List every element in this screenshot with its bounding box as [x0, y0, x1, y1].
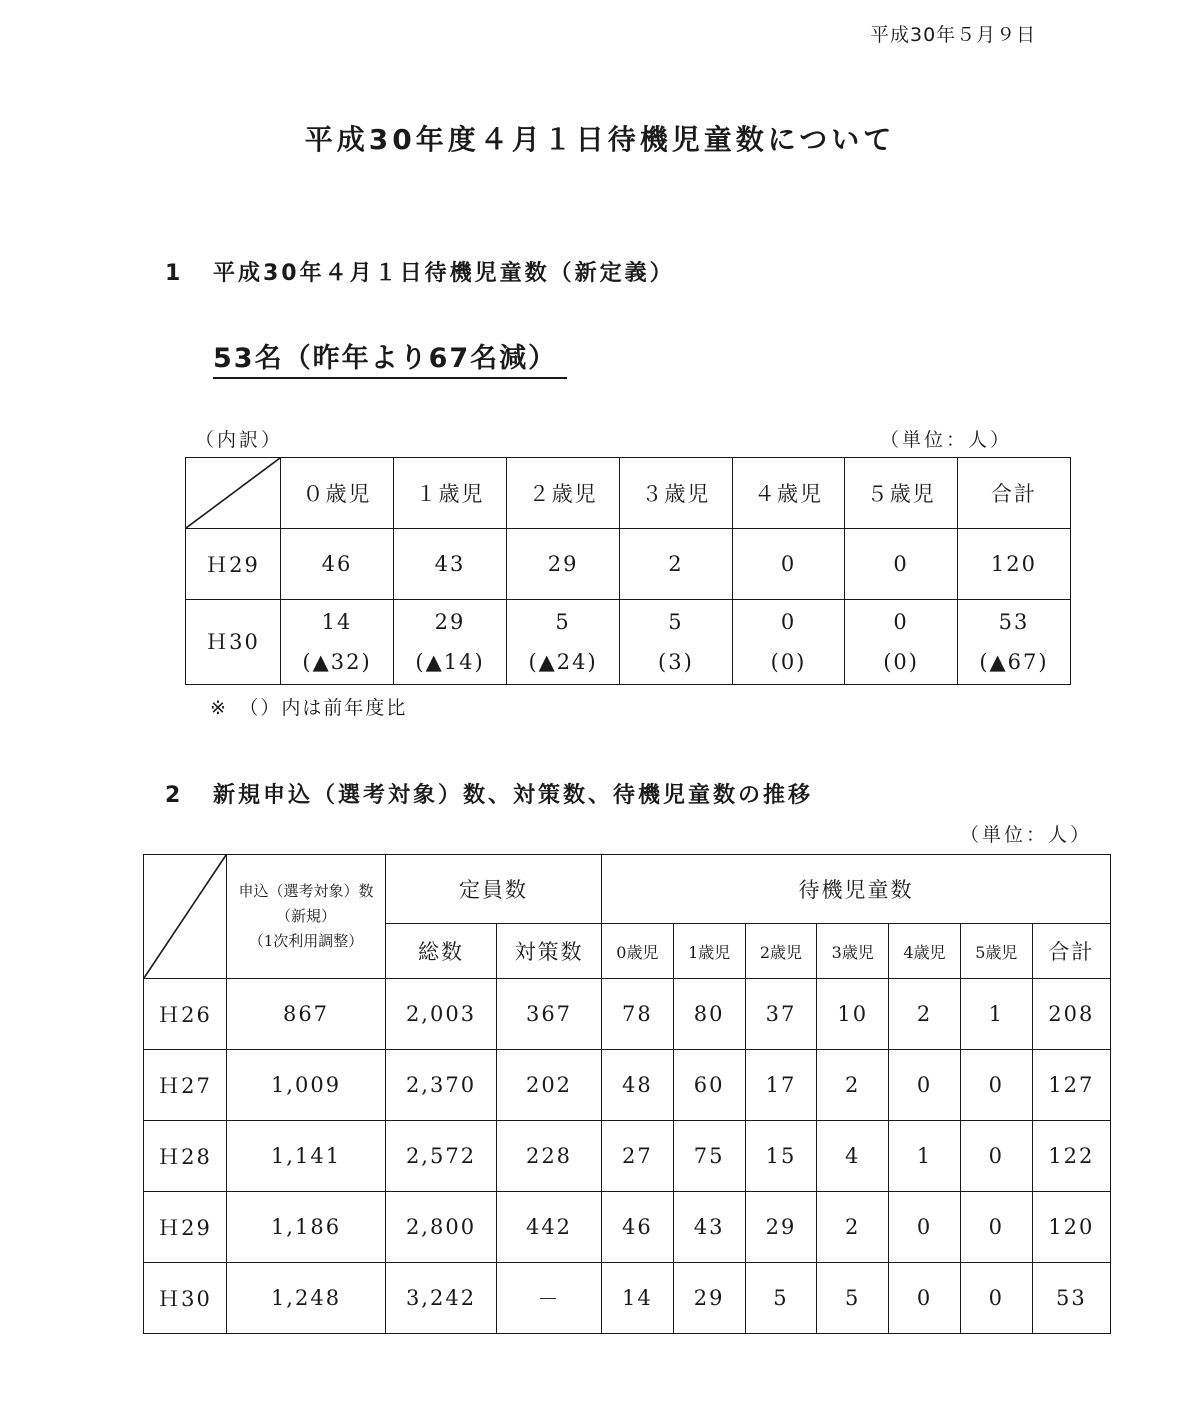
cell-value: 5: [817, 1263, 889, 1334]
comparison-note: ※ （）内は前年度比: [210, 697, 408, 719]
table-row: [144, 1263, 1111, 1334]
cell-value: 2: [817, 1192, 889, 1263]
cell-value: 14: [321, 610, 353, 634]
header-applications-line3: （1次利用調整）: [248, 932, 364, 950]
header-age3: 3歳児: [817, 924, 889, 979]
cell-value: 120: [957, 529, 1070, 600]
cell-capacity-total: 2,003: [386, 979, 497, 1050]
table-row: [144, 1121, 1111, 1192]
applications-trend-table: [143, 854, 1111, 1334]
table-row: [144, 1050, 1111, 1121]
breakdown-label: （内訳）: [195, 429, 284, 451]
header-age2: ２歳児: [507, 458, 620, 529]
cell-value: 17: [745, 1050, 817, 1121]
cell-total: 208: [1032, 979, 1110, 1050]
row-label: Ｈ28: [144, 1121, 227, 1192]
cell-value: 2: [817, 1050, 889, 1121]
cell-diff: (▲67): [979, 650, 1049, 674]
header-total: 合計: [1032, 924, 1110, 979]
cell-applications: 1,009: [227, 1050, 386, 1121]
header-total: 合計: [957, 458, 1070, 529]
cell-value: 80: [673, 979, 745, 1050]
cell-total: 127: [1032, 1050, 1110, 1121]
cell-value: 78: [602, 979, 674, 1050]
cell-diff: (3): [658, 650, 694, 674]
cell-value-with-diff: [394, 600, 507, 685]
header-waiting-children: 待機児童数: [602, 855, 1111, 924]
header-age0: ０歳児: [281, 458, 394, 529]
row-label: Ｈ26: [144, 979, 227, 1050]
cell-diff: (▲14): [415, 650, 485, 674]
cell-value: 43: [394, 529, 507, 600]
cell-value: 48: [602, 1050, 674, 1121]
row-label: Ｈ29: [186, 529, 281, 600]
cell-value: 0: [960, 1050, 1032, 1121]
cell-capacity-measures: 367: [497, 979, 602, 1050]
header-applications-line1: 申込（選考対象）数: [238, 882, 374, 900]
cell-applications: 1,248: [227, 1263, 386, 1334]
cell-value: 0: [889, 1050, 961, 1121]
cell-capacity-measures: －: [497, 1263, 602, 1334]
cell-value: 0: [780, 610, 797, 634]
cell-value: 53: [998, 610, 1030, 634]
header-applications: [227, 855, 386, 979]
section1-unit-label: （単位：人）: [880, 429, 1013, 451]
section1-heading-text: 平成30年４月１日待機児童数（新定義）: [213, 261, 675, 286]
cell-capacity-measures: 228: [497, 1121, 602, 1192]
cell-value: 0: [893, 610, 909, 634]
cell-value: 29: [745, 1192, 817, 1263]
header-capacity-measures: 対策数: [497, 924, 602, 979]
cell-value: 1: [960, 979, 1032, 1050]
cell-capacity-measures: 202: [497, 1050, 602, 1121]
header-age4: 4歳児: [889, 924, 961, 979]
row-label: Ｈ30: [186, 600, 281, 685]
cell-value: 27: [602, 1121, 674, 1192]
header-capacity: 定員数: [386, 855, 602, 924]
cell-capacity-measures: 442: [497, 1192, 602, 1263]
cell-value: 15: [745, 1121, 817, 1192]
cell-value: 60: [673, 1050, 745, 1121]
cell-value-with-diff: [281, 600, 394, 685]
row-label: Ｈ29: [144, 1192, 227, 1263]
row-label: Ｈ30: [144, 1263, 227, 1334]
cell-applications: 867: [227, 979, 386, 1050]
header-age5: ５歳児: [845, 458, 958, 529]
cell-capacity-total: 2,800: [386, 1192, 497, 1263]
header-applications-line2: （新規）: [275, 907, 336, 925]
section1-heading: [165, 256, 675, 287]
table-row: [186, 529, 1071, 600]
table-row: [144, 1192, 1111, 1263]
cell-diff: (▲32): [302, 650, 372, 674]
cell-value: 5: [745, 1263, 817, 1334]
cell-value-with-diff: [507, 600, 620, 685]
cell-value: 0: [960, 1121, 1032, 1192]
cell-value-with-diff: [732, 600, 845, 685]
header-age4: ４歳児: [732, 458, 845, 529]
header-age2: 2歳児: [745, 924, 817, 979]
cell-value: 37: [745, 979, 817, 1050]
cell-total: 122: [1032, 1121, 1110, 1192]
cell-applications: 1,186: [227, 1192, 386, 1263]
diagonal-header-cell: [186, 458, 281, 529]
cell-value: 29: [507, 529, 620, 600]
cell-value: 14: [602, 1263, 674, 1334]
cell-capacity-total: 2,572: [386, 1121, 497, 1192]
cell-value: 5: [668, 610, 684, 634]
cell-value: 1: [889, 1121, 961, 1192]
cell-applications: 1,141: [227, 1121, 386, 1192]
cell-capacity-total: 2,370: [386, 1050, 497, 1121]
header-age1: １歳児: [394, 458, 507, 529]
header-age3: ３歳児: [620, 458, 733, 529]
row-label: Ｈ27: [144, 1050, 227, 1121]
table-row: [186, 600, 1071, 685]
cell-value: 0: [889, 1192, 961, 1263]
header-capacity-total: 総数: [386, 924, 497, 979]
cell-diff: (▲24): [528, 650, 598, 674]
cell-value: 0: [960, 1263, 1032, 1334]
waiting-children-breakdown-table: [185, 457, 1071, 685]
header-age0: 0歳児: [602, 924, 674, 979]
document-date: 平成30年５月９日: [870, 24, 1037, 46]
cell-value: 0: [732, 529, 845, 600]
cell-value-with-diff: [957, 600, 1070, 685]
cell-value: 29: [434, 610, 466, 634]
cell-value-with-diff: [845, 600, 958, 685]
cell-value: 43: [673, 1192, 745, 1263]
section1-summary: 53名（昨年より67名減）: [213, 336, 567, 379]
cell-value: 5: [555, 610, 571, 634]
cell-value: 46: [281, 529, 394, 600]
table-row: [144, 979, 1111, 1050]
cell-diff: (0): [770, 650, 807, 674]
section2-unit-label: （単位：人）: [960, 824, 1093, 846]
cell-value: 29: [673, 1263, 745, 1334]
cell-value: 0: [889, 1263, 961, 1334]
cell-value: 2: [620, 529, 733, 600]
table-header-row: [186, 458, 1071, 529]
header-age5: 5歳児: [960, 924, 1032, 979]
cell-value: 46: [602, 1192, 674, 1263]
cell-value: 4: [817, 1121, 889, 1192]
section2-heading-text: 新規申込（選考対象）数、対策数、待機児童数の推移: [213, 783, 814, 808]
table-header-row: [144, 855, 1111, 924]
cell-total: 120: [1032, 1192, 1110, 1263]
section2-heading: [165, 778, 813, 809]
cell-diff: (0): [883, 650, 919, 674]
diagonal-header-cell: [144, 855, 227, 979]
cell-value: 0: [845, 529, 958, 600]
section1-number: 1: [165, 261, 184, 286]
cell-value: 2: [889, 979, 961, 1050]
cell-capacity-total: 3,242: [386, 1263, 497, 1334]
cell-value: 10: [817, 979, 889, 1050]
cell-value: 75: [673, 1121, 745, 1192]
section2-number: 2: [165, 783, 184, 808]
header-age1: 1歳児: [673, 924, 745, 979]
document-title: 平成30年度４月１日待機児童数について: [304, 123, 896, 156]
cell-total: 53: [1032, 1263, 1110, 1334]
cell-value-with-diff: [620, 600, 733, 685]
cell-value: 0: [960, 1192, 1032, 1263]
